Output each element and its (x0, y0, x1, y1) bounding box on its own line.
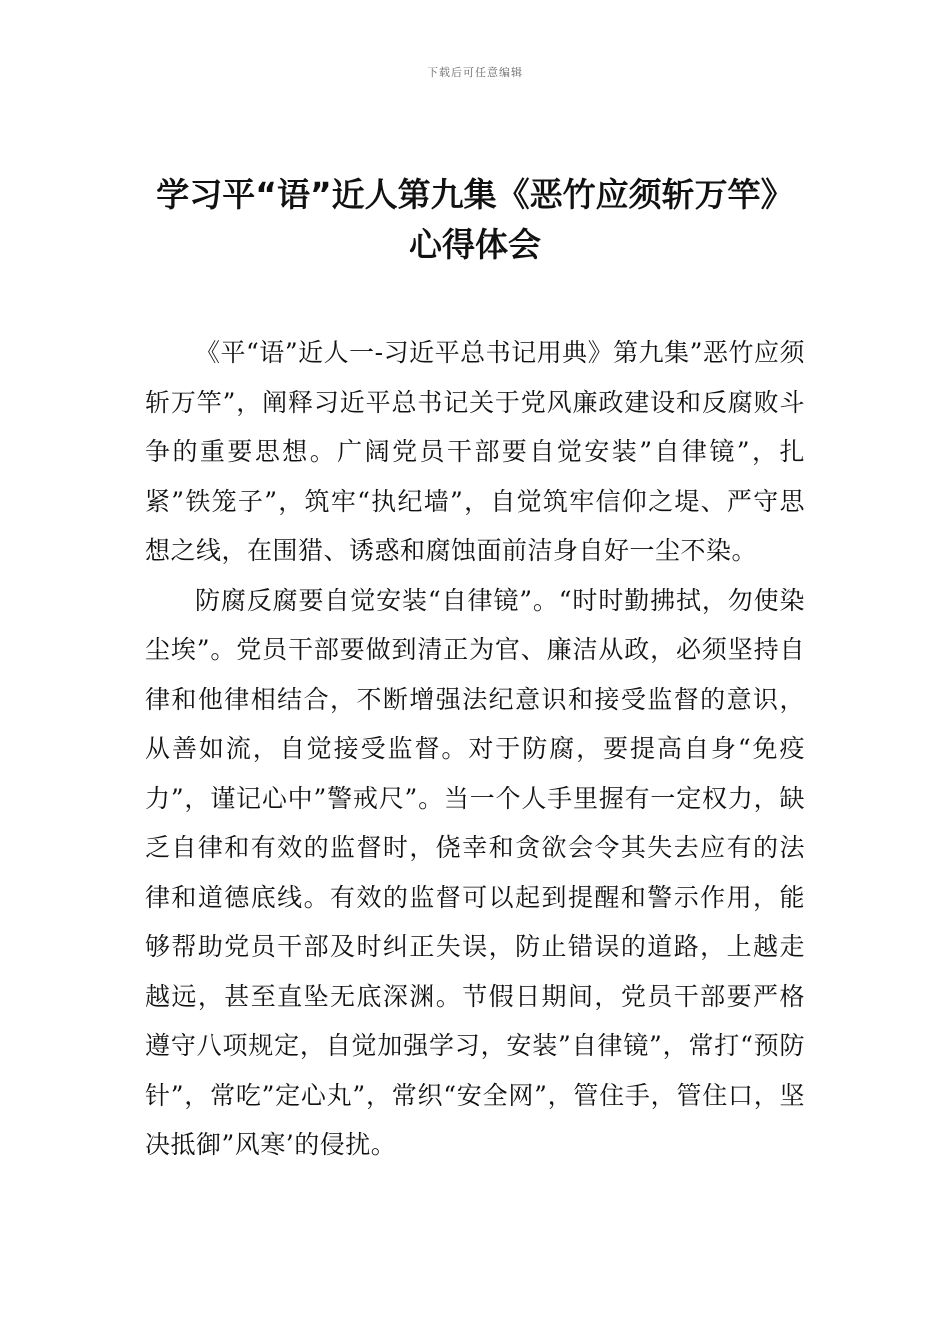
header-note: 下载后可任意编辑 (427, 66, 523, 79)
paragraph-self-discipline: 防腐反腐要自觉安装“自律镜”。“时时勤拂拭，勿使染尘埃”。党员干部要做到清正为官、廉洁从政，必须坚持自律和他律相结合，不断增强法纪意识和接受监督的意识，从善如流，自觉接受监督。对于防腐，要提高自身“免疫力”，谨记心中”警戒尺”。当一个人手里握有一定权力，缺乏自律和有效的监督时，侥幸和贪欲会令其失去应有的法律和道德底线。有效的监督可以起到提醒和警示作用，能够帮助党员干部及时纠正失误，防止错误的道路，上越走越远，甚至直坠无底深渊。节假日期间，党员干部要严格遵守八项规定，自觉加强学习，安装”自律镜”，常打“预防针”，常吃”定心丸”，常织“安全网”，管住手，管住口，坚决抵御”风寒’的侵扰。 (145, 585, 805, 1159)
document-title: 学习平“语”近人第九集《恶竹应须斩万竿》心得体会 (156, 175, 794, 264)
document-body (145, 328, 805, 1170)
paragraph-intro: 《平“语”近人一-习近平总书记用典》第九集”恶竹应须斩万竿”，阐释习近平总书记关于党风廉政建设和反腐败斗争的重要思想。广阔党员干部要自觉安装”自律镜”，扎紧”铁笼子”，筑牢“执纪墙”，自觉筑牢信仰之堤、严守思想之线，在围猎、诱惑和腐蚀面前洁身自好一尘不染。 (145, 338, 805, 565)
